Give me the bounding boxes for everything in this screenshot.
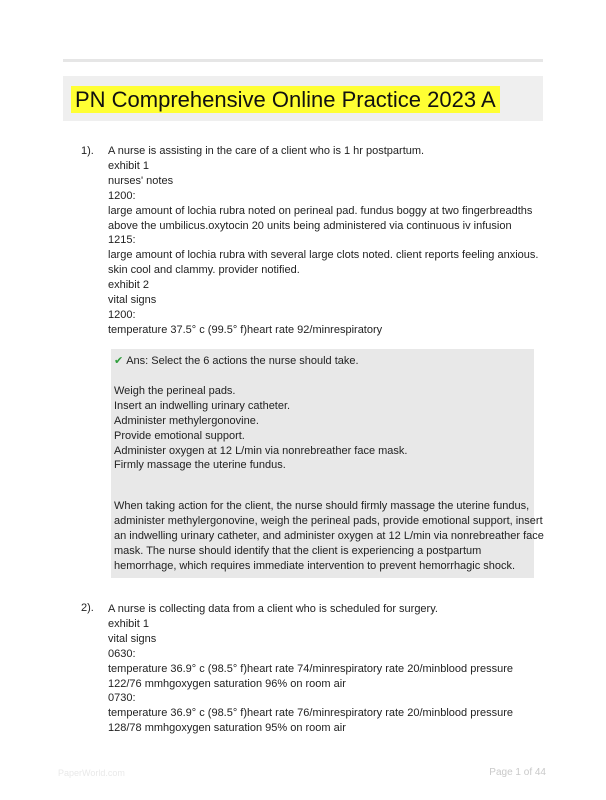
question-2-text [108, 602, 540, 736]
answer-choice: Administer methylergonovine. [114, 414, 259, 427]
question-line: exhibit 1 [108, 617, 149, 630]
question-line: 1200: [108, 308, 136, 321]
answer-choice: Administer oxygen at 12 L/min via nonrebreather face mask. [114, 444, 408, 457]
answer-box [111, 349, 544, 578]
question-line: temperature 36.9° c (98.5° f)heart rate 76/minrespiratory rate 20/minblood pressure [108, 707, 513, 720]
question-line: above the umbilicus.oxytocin 20 units being administered via continuous iv infusion [108, 219, 512, 232]
answer-prompt: ✔ Ans: Select the 6 actions the nurse should take. [114, 355, 359, 367]
question-line: temperature 36.9° c (98.5° f)heart rate 74/minrespiratory rate 20/minblood pressure [108, 662, 513, 675]
question-line: 1200: [108, 189, 136, 202]
question-line: exhibit 2 [108, 279, 149, 292]
question-line: 128/78 mmhgoxygen saturation 95% on room air [108, 722, 346, 735]
question-line: temperature 37.5° c (99.5° f)heart rate 92/minrespiratory [108, 323, 383, 336]
question-line: large amount of lochia rubra with several large clots noted. client reports feeling anxious. [108, 249, 539, 262]
question-1-number: 1). [81, 145, 94, 157]
question-line: large amount of lochia rubra noted on perineal pad. fundus boggy at two fingerbreadths [108, 204, 533, 217]
answer-choice: Firmly massage the uterine fundus. [114, 459, 286, 472]
top-rule [63, 59, 543, 62]
answer-rationale: When taking action for the client, the nurse should firmly massage the uterine fundus, administer methylergonovine, weigh the perineal pads, provide emotional support, insert an indwelling urinary catheter, and administer oxygen at 12 L/min via nonrebreather face mask. The nurse should identify that the client is experiencing a postpartum hemorrhage, which requires immediate intervention to prevent hemorrhagic shock. [114, 500, 544, 572]
question-line: 1215: [108, 234, 136, 247]
question-2-number: 2). [81, 602, 94, 614]
question-1-text [108, 144, 540, 338]
question-line: A nurse is assisting in the care of a client who is 1 hr postpartum. [108, 145, 425, 157]
question-line: A nurse is collecting data from a client who is scheduled for surgery. [108, 603, 438, 615]
question-line: vital signs [108, 294, 157, 307]
checkmark-icon: ✔ [114, 355, 124, 367]
question-line: skin cool and clammy. provider notified. [108, 264, 300, 277]
question-line: 122/76 mmhgoxygen saturation 96% on room air [108, 677, 346, 690]
question-line: exhibit 1 [108, 159, 149, 172]
question-line: vital signs [108, 632, 157, 645]
question-line: nurses' notes [108, 174, 174, 187]
footer-watermark: PaperWorld.com [58, 768, 125, 778]
answer-choice: Provide emotional support. [114, 429, 245, 442]
page-title: PN Comprehensive Online Practice 2023 A [71, 86, 500, 113]
answer-choice: Insert an indwelling urinary catheter. [114, 399, 291, 412]
page-number: Page 1 of 44 [489, 767, 546, 778]
answer-choice: Weigh the perineal pads. [114, 384, 236, 397]
question-line: 0630: [108, 647, 136, 660]
question-line: 0730: [108, 692, 136, 705]
